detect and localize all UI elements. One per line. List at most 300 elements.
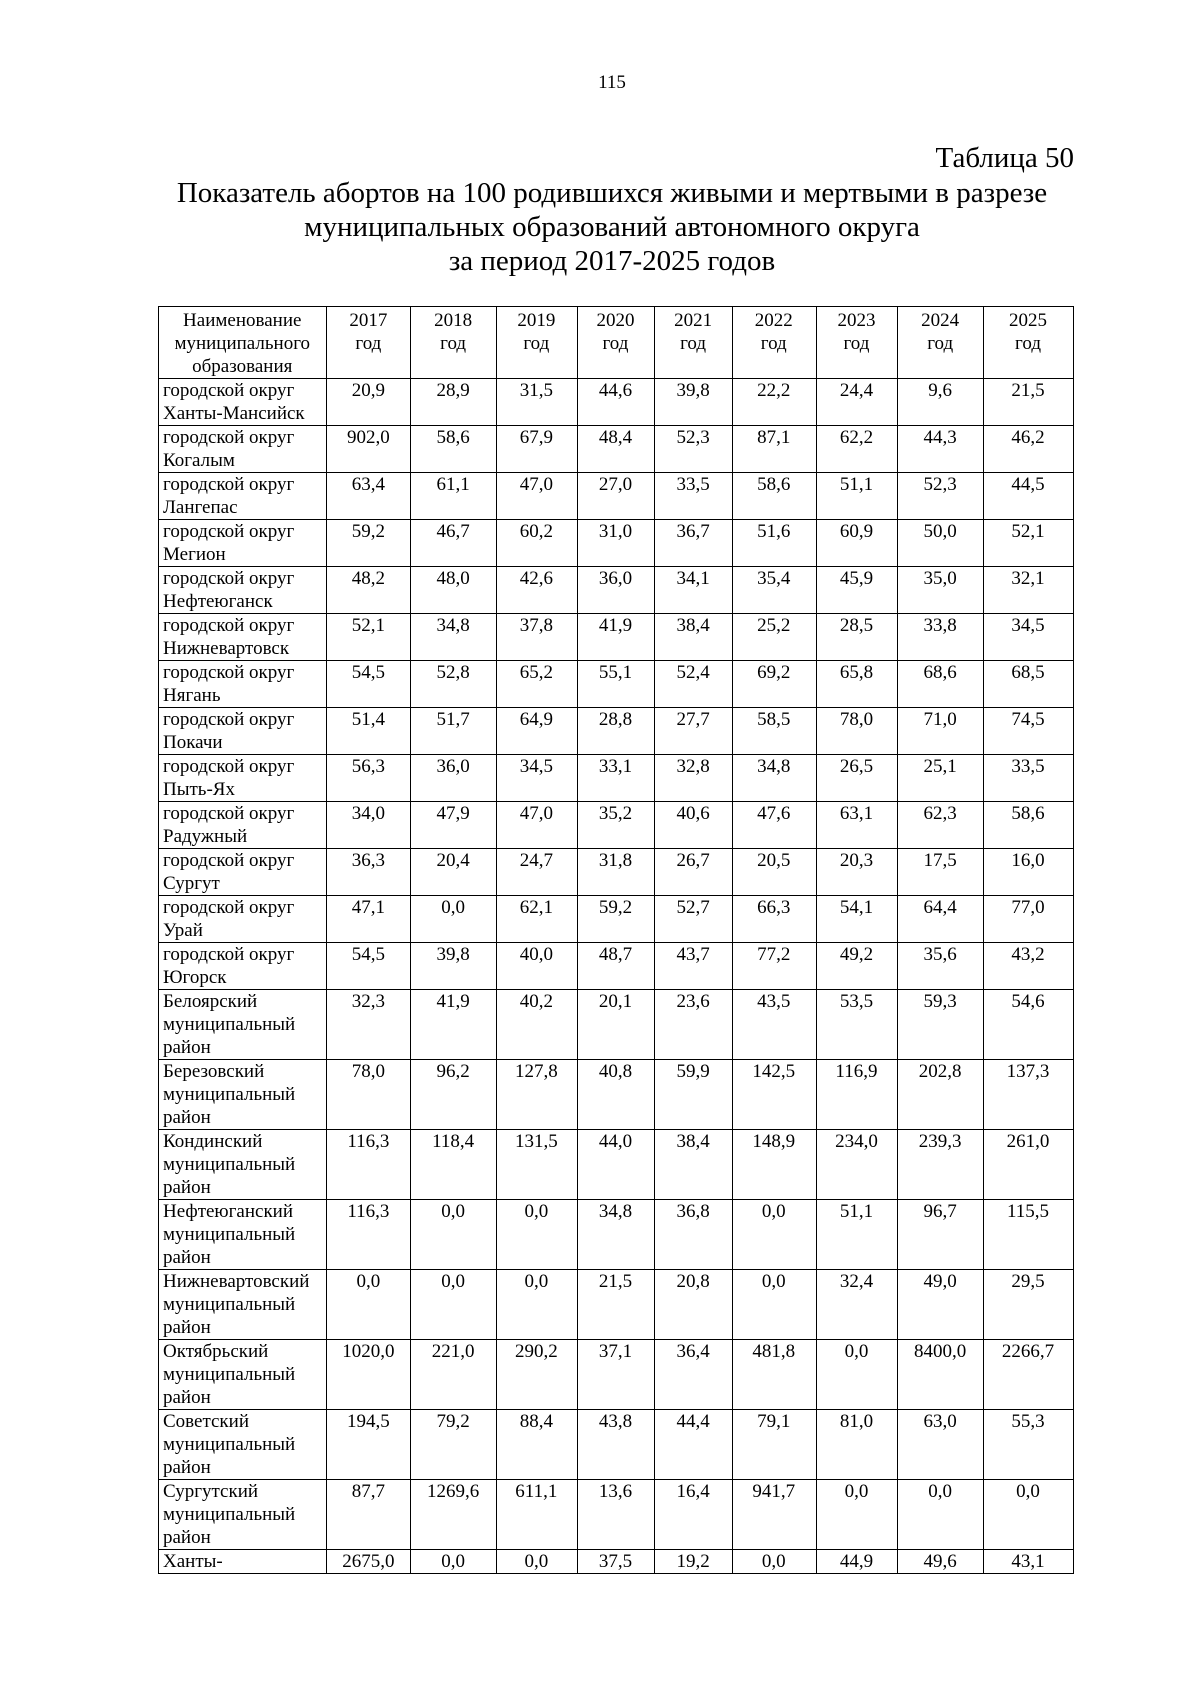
table-row xyxy=(159,708,1074,755)
municipality-name-line: муниципальный xyxy=(163,1434,296,1455)
value-cell: 65,8 xyxy=(816,661,898,708)
value-cell: 59,2 xyxy=(327,520,411,567)
table-row xyxy=(159,1480,1074,1550)
value-cell: 77,0 xyxy=(984,896,1074,943)
value-cell: 9,6 xyxy=(898,379,984,426)
municipality-name-line: городской округ xyxy=(163,803,295,824)
header-year-line: год xyxy=(843,333,870,354)
value-cell: 27,7 xyxy=(655,708,733,755)
value-cell: 44,0 xyxy=(577,1130,655,1200)
value-cell: 2266,7 xyxy=(984,1340,1074,1410)
value-cell: 35,4 xyxy=(732,567,816,614)
value-cell: 51,1 xyxy=(816,473,898,520)
table-row xyxy=(159,849,1074,896)
municipality-name-line: Нижневартовский xyxy=(163,1271,310,1292)
value-cell: 43,7 xyxy=(655,943,733,990)
header-year-line: 2019 xyxy=(517,310,556,331)
value-cell: 64,4 xyxy=(898,896,984,943)
value-cell: 50,0 xyxy=(898,520,984,567)
value-cell: 54,5 xyxy=(327,661,411,708)
value-cell: 52,7 xyxy=(655,896,733,943)
municipality-name-line: муниципальный xyxy=(163,1504,296,1525)
value-cell: 33,5 xyxy=(655,473,733,520)
municipality-name-cell xyxy=(159,1200,327,1270)
value-cell: 54,6 xyxy=(984,990,1074,1060)
value-cell: 26,7 xyxy=(655,849,733,896)
value-cell: 62,1 xyxy=(496,896,577,943)
value-cell: 51,7 xyxy=(411,708,497,755)
municipality-name-line: Урай xyxy=(163,920,203,941)
value-cell: 16,4 xyxy=(655,1480,733,1550)
header-year-line: 2022 xyxy=(754,310,793,331)
value-cell: 33,5 xyxy=(984,755,1074,802)
value-cell: 34,8 xyxy=(577,1200,655,1270)
value-cell: 48,7 xyxy=(577,943,655,990)
value-cell: 47,0 xyxy=(496,802,577,849)
municipality-name-line: Березовский xyxy=(163,1061,265,1082)
value-cell: 28,8 xyxy=(577,708,655,755)
value-cell: 21,5 xyxy=(984,379,1074,426)
table-row xyxy=(159,1130,1074,1200)
value-cell: 58,6 xyxy=(732,473,816,520)
value-cell: 38,4 xyxy=(655,1130,733,1200)
table-row xyxy=(159,1550,1074,1574)
value-cell: 20,5 xyxy=(732,849,816,896)
table-title xyxy=(150,176,1074,278)
value-cell: 65,2 xyxy=(496,661,577,708)
value-cell: 941,7 xyxy=(732,1480,816,1550)
value-cell: 26,5 xyxy=(816,755,898,802)
value-cell: 36,8 xyxy=(655,1200,733,1270)
table-row xyxy=(159,943,1074,990)
value-cell: 68,6 xyxy=(898,661,984,708)
value-cell: 0,0 xyxy=(898,1480,984,1550)
table-row xyxy=(159,1270,1074,1340)
value-cell: 36,0 xyxy=(411,755,497,802)
value-cell: 56,3 xyxy=(327,755,411,802)
table-row xyxy=(159,990,1074,1060)
value-cell: 13,6 xyxy=(577,1480,655,1550)
municipality-name-line: городской округ xyxy=(163,850,295,871)
value-cell: 31,8 xyxy=(577,849,655,896)
value-cell: 48,2 xyxy=(327,567,411,614)
value-cell: 31,0 xyxy=(577,520,655,567)
value-cell: 0,0 xyxy=(496,1270,577,1340)
municipality-name-line: район xyxy=(163,1317,211,1338)
municipality-name-cell xyxy=(159,708,327,755)
value-cell: 8400,0 xyxy=(898,1340,984,1410)
value-cell: 96,2 xyxy=(411,1060,497,1130)
table-label: Таблица 50 xyxy=(935,142,1074,174)
value-cell: 0,0 xyxy=(411,1550,497,1574)
value-cell: 290,2 xyxy=(496,1340,577,1410)
value-cell: 78,0 xyxy=(327,1060,411,1130)
municipality-name-line: район xyxy=(163,1107,211,1128)
value-cell: 54,1 xyxy=(816,896,898,943)
value-cell: 40,6 xyxy=(655,802,733,849)
table-row xyxy=(159,896,1074,943)
header-year-line: 2020 xyxy=(596,310,635,331)
header-cell-year xyxy=(732,307,816,379)
header-year-line: год xyxy=(602,333,629,354)
value-cell: 17,5 xyxy=(898,849,984,896)
value-cell: 29,5 xyxy=(984,1270,1074,1340)
municipality-name-line: Лангепас xyxy=(163,497,238,518)
value-cell: 0,0 xyxy=(816,1340,898,1410)
value-cell: 44,5 xyxy=(984,473,1074,520)
value-cell: 0,0 xyxy=(984,1480,1074,1550)
value-cell: 611,1 xyxy=(496,1480,577,1550)
header-year-line: год xyxy=(760,333,787,354)
value-cell: 38,4 xyxy=(655,614,733,661)
title-line: муниципальных образований автономного округа xyxy=(304,211,920,243)
municipality-name-line: муниципальный xyxy=(163,1014,296,1035)
municipality-name-line: Мегион xyxy=(163,544,226,565)
value-cell: 46,2 xyxy=(984,426,1074,473)
municipality-name-line: район xyxy=(163,1457,211,1478)
value-cell: 44,3 xyxy=(898,426,984,473)
municipality-name-line: муниципальный xyxy=(163,1364,296,1385)
municipality-name-line: муниципальный xyxy=(163,1294,296,1315)
header-year-line: год xyxy=(440,333,467,354)
value-cell: 28,9 xyxy=(411,379,497,426)
table-row xyxy=(159,567,1074,614)
value-cell: 20,9 xyxy=(327,379,411,426)
value-cell: 20,1 xyxy=(577,990,655,1060)
municipality-name-cell xyxy=(159,614,327,661)
municipality-name-line: район xyxy=(163,1527,211,1548)
header-year-line: год xyxy=(927,333,954,354)
value-cell: 32,1 xyxy=(984,567,1074,614)
value-cell: 39,8 xyxy=(411,943,497,990)
value-cell: 115,5 xyxy=(984,1200,1074,1270)
municipality-name-line: городской округ xyxy=(163,521,295,542)
municipality-name-cell xyxy=(159,567,327,614)
municipality-name-line: Радужный xyxy=(163,826,248,847)
abortion-rate-table xyxy=(158,306,1074,1574)
municipality-name-cell xyxy=(159,896,327,943)
table-row xyxy=(159,1410,1074,1480)
value-cell: 0,0 xyxy=(411,896,497,943)
value-cell: 20,3 xyxy=(816,849,898,896)
value-cell: 41,9 xyxy=(577,614,655,661)
value-cell: 21,5 xyxy=(577,1270,655,1340)
municipality-name-line: городской округ xyxy=(163,662,295,683)
value-cell: 34,5 xyxy=(984,614,1074,661)
municipality-name-line: городской округ xyxy=(163,944,295,965)
table-header-row xyxy=(159,307,1074,379)
value-cell: 44,9 xyxy=(816,1550,898,1574)
value-cell: 59,3 xyxy=(898,990,984,1060)
municipality-name-cell xyxy=(159,1410,327,1480)
value-cell: 116,3 xyxy=(327,1200,411,1270)
header-year-line: год xyxy=(680,333,707,354)
value-cell: 35,0 xyxy=(898,567,984,614)
value-cell: 58,6 xyxy=(411,426,497,473)
value-cell: 63,4 xyxy=(327,473,411,520)
municipality-name-line: муниципальный xyxy=(163,1224,296,1245)
value-cell: 28,5 xyxy=(816,614,898,661)
municipality-name-cell xyxy=(159,473,327,520)
table-row xyxy=(159,1200,1074,1270)
municipality-name-line: городской округ xyxy=(163,380,295,401)
value-cell: 62,3 xyxy=(898,802,984,849)
value-cell: 48,4 xyxy=(577,426,655,473)
value-cell: 59,9 xyxy=(655,1060,733,1130)
value-cell: 87,1 xyxy=(732,426,816,473)
value-cell: 32,8 xyxy=(655,755,733,802)
value-cell: 0,0 xyxy=(732,1270,816,1340)
municipality-name-line: городской округ xyxy=(163,615,295,636)
table-row xyxy=(159,661,1074,708)
value-cell: 43,5 xyxy=(732,990,816,1060)
table-row xyxy=(159,520,1074,567)
value-cell: 51,6 xyxy=(732,520,816,567)
value-cell: 131,5 xyxy=(496,1130,577,1200)
municipality-name-line: Пыть-Ях xyxy=(163,779,235,800)
value-cell: 78,0 xyxy=(816,708,898,755)
value-cell: 47,9 xyxy=(411,802,497,849)
value-cell: 0,0 xyxy=(496,1200,577,1270)
value-cell: 40,8 xyxy=(577,1060,655,1130)
value-cell: 81,0 xyxy=(816,1410,898,1480)
value-cell: 0,0 xyxy=(732,1200,816,1270)
header-name-line: муниципального xyxy=(174,333,311,354)
value-cell: 33,1 xyxy=(577,755,655,802)
value-cell: 127,8 xyxy=(496,1060,577,1130)
municipality-name-line: Нягань xyxy=(163,685,221,706)
municipality-name-cell xyxy=(159,990,327,1060)
value-cell: 239,3 xyxy=(898,1130,984,1200)
table-body xyxy=(159,379,1074,1574)
value-cell: 52,3 xyxy=(655,426,733,473)
table-row xyxy=(159,614,1074,661)
header-cell-year xyxy=(496,307,577,379)
header-name-line: образования xyxy=(192,356,293,377)
value-cell: 47,6 xyxy=(732,802,816,849)
value-cell: 41,9 xyxy=(411,990,497,1060)
value-cell: 74,5 xyxy=(984,708,1074,755)
municipality-name-line: муниципальный xyxy=(163,1154,296,1175)
header-year-line: 2017 xyxy=(349,310,388,331)
value-cell: 1020,0 xyxy=(327,1340,411,1410)
municipality-name-line: городской округ xyxy=(163,427,295,448)
municipality-name-cell xyxy=(159,943,327,990)
header-year-line: 2024 xyxy=(921,310,960,331)
value-cell: 49,2 xyxy=(816,943,898,990)
value-cell: 0,0 xyxy=(732,1550,816,1574)
value-cell: 142,5 xyxy=(732,1060,816,1130)
value-cell: 20,8 xyxy=(655,1270,733,1340)
header-cell-name xyxy=(159,307,327,379)
municipality-name-line: Нефтеюганск xyxy=(163,591,273,612)
table-row xyxy=(159,379,1074,426)
value-cell: 43,2 xyxy=(984,943,1074,990)
value-cell: 52,1 xyxy=(327,614,411,661)
header-cell-year xyxy=(898,307,984,379)
value-cell: 0,0 xyxy=(411,1200,497,1270)
value-cell: 1269,6 xyxy=(411,1480,497,1550)
municipality-name-line: Белоярский xyxy=(163,991,258,1012)
header-year-line: год xyxy=(523,333,550,354)
municipality-name-cell xyxy=(159,755,327,802)
value-cell: 52,8 xyxy=(411,661,497,708)
municipality-name-cell xyxy=(159,1480,327,1550)
municipality-name-line: Когалым xyxy=(163,450,235,471)
value-cell: 55,1 xyxy=(577,661,655,708)
value-cell: 77,2 xyxy=(732,943,816,990)
value-cell: 39,8 xyxy=(655,379,733,426)
value-cell: 58,5 xyxy=(732,708,816,755)
value-cell: 48,0 xyxy=(411,567,497,614)
value-cell: 36,0 xyxy=(577,567,655,614)
header-cell-year xyxy=(577,307,655,379)
header-year-line: 2023 xyxy=(837,310,876,331)
value-cell: 49,6 xyxy=(898,1550,984,1574)
municipality-name-line: городской округ xyxy=(163,709,295,730)
value-cell: 22,2 xyxy=(732,379,816,426)
value-cell: 69,2 xyxy=(732,661,816,708)
value-cell: 66,3 xyxy=(732,896,816,943)
header-cell-year xyxy=(411,307,497,379)
table-row xyxy=(159,1060,1074,1130)
value-cell: 202,8 xyxy=(898,1060,984,1130)
municipality-name-line: городской округ xyxy=(163,756,295,777)
municipality-name-line: городской округ xyxy=(163,474,295,495)
municipality-name-cell xyxy=(159,802,327,849)
header-cell-year xyxy=(816,307,898,379)
municipality-name-cell xyxy=(159,1060,327,1130)
value-cell: 44,4 xyxy=(655,1410,733,1480)
municipality-name-line: Покачи xyxy=(163,732,223,753)
value-cell: 63,0 xyxy=(898,1410,984,1480)
municipality-name-cell xyxy=(159,426,327,473)
value-cell: 221,0 xyxy=(411,1340,497,1410)
value-cell: 2675,0 xyxy=(327,1550,411,1574)
municipality-name-cell xyxy=(159,379,327,426)
header-name-line: Наименование xyxy=(183,310,302,331)
value-cell: 36,4 xyxy=(655,1340,733,1410)
value-cell: 116,9 xyxy=(816,1060,898,1130)
value-cell: 34,5 xyxy=(496,755,577,802)
value-cell: 116,3 xyxy=(327,1130,411,1200)
value-cell: 51,1 xyxy=(816,1200,898,1270)
value-cell: 36,7 xyxy=(655,520,733,567)
value-cell: 71,0 xyxy=(898,708,984,755)
value-cell: 52,3 xyxy=(898,473,984,520)
value-cell: 96,7 xyxy=(898,1200,984,1270)
value-cell: 0,0 xyxy=(411,1270,497,1340)
value-cell: 46,7 xyxy=(411,520,497,567)
municipality-name-line: Сургут xyxy=(163,873,220,894)
header-cell-year xyxy=(327,307,411,379)
value-cell: 43,8 xyxy=(577,1410,655,1480)
value-cell: 88,4 xyxy=(496,1410,577,1480)
value-cell: 44,6 xyxy=(577,379,655,426)
table-row xyxy=(159,473,1074,520)
header-cell-year xyxy=(655,307,733,379)
municipality-name-line: Югорск xyxy=(163,967,227,988)
value-cell: 37,8 xyxy=(496,614,577,661)
municipality-name-cell xyxy=(159,1340,327,1410)
value-cell: 137,3 xyxy=(984,1060,1074,1130)
municipality-name-line: Нижневартовск xyxy=(163,638,290,659)
value-cell: 59,2 xyxy=(577,896,655,943)
municipality-name-line: муниципальный xyxy=(163,1084,296,1105)
value-cell: 19,2 xyxy=(655,1550,733,1574)
value-cell: 61,1 xyxy=(411,473,497,520)
value-cell: 32,4 xyxy=(816,1270,898,1340)
municipality-name-line: Ханты- xyxy=(163,1551,223,1572)
value-cell: 55,3 xyxy=(984,1410,1074,1480)
value-cell: 0,0 xyxy=(496,1550,577,1574)
page-number: 115 xyxy=(598,72,626,93)
value-cell: 40,2 xyxy=(496,990,577,1060)
value-cell: 31,5 xyxy=(496,379,577,426)
value-cell: 234,0 xyxy=(816,1130,898,1200)
value-cell: 79,1 xyxy=(732,1410,816,1480)
municipality-name-line: район xyxy=(163,1037,211,1058)
value-cell: 27,0 xyxy=(577,473,655,520)
value-cell: 45,9 xyxy=(816,567,898,614)
value-cell: 23,6 xyxy=(655,990,733,1060)
table-row xyxy=(159,755,1074,802)
value-cell: 37,5 xyxy=(577,1550,655,1574)
value-cell: 51,4 xyxy=(327,708,411,755)
value-cell: 24,7 xyxy=(496,849,577,896)
value-cell: 63,1 xyxy=(816,802,898,849)
municipality-name-line: Октябрьский xyxy=(163,1341,269,1362)
value-cell: 68,5 xyxy=(984,661,1074,708)
municipality-name-line: район xyxy=(163,1387,211,1408)
header-year-line: 2025 xyxy=(1009,310,1048,331)
header-cell-year xyxy=(984,307,1074,379)
value-cell: 62,2 xyxy=(816,426,898,473)
value-cell: 16,0 xyxy=(984,849,1074,896)
value-cell: 25,2 xyxy=(732,614,816,661)
municipality-name-line: городской округ xyxy=(163,897,295,918)
municipality-name-line: Сургутский xyxy=(163,1481,259,1502)
table-row xyxy=(159,1340,1074,1410)
table-row xyxy=(159,802,1074,849)
municipality-name-line: Советский xyxy=(163,1411,250,1432)
municipality-name-line: городской округ xyxy=(163,568,295,589)
value-cell: 37,1 xyxy=(577,1340,655,1410)
value-cell: 35,2 xyxy=(577,802,655,849)
value-cell: 64,9 xyxy=(496,708,577,755)
value-cell: 32,3 xyxy=(327,990,411,1060)
value-cell: 36,3 xyxy=(327,849,411,896)
value-cell: 49,0 xyxy=(898,1270,984,1340)
municipality-name-cell xyxy=(159,849,327,896)
municipality-name-line: район xyxy=(163,1247,211,1268)
municipality-name-cell xyxy=(159,661,327,708)
value-cell: 34,8 xyxy=(411,614,497,661)
value-cell: 52,4 xyxy=(655,661,733,708)
value-cell: 24,4 xyxy=(816,379,898,426)
value-cell: 87,7 xyxy=(327,1480,411,1550)
value-cell: 481,8 xyxy=(732,1340,816,1410)
municipality-name-line: район xyxy=(163,1177,211,1198)
value-cell: 60,2 xyxy=(496,520,577,567)
municipality-name-line: Кондинский xyxy=(163,1131,263,1152)
municipality-name-cell xyxy=(159,1270,327,1340)
value-cell: 35,6 xyxy=(898,943,984,990)
value-cell: 52,1 xyxy=(984,520,1074,567)
header-year-line: 2018 xyxy=(434,310,473,331)
value-cell: 148,9 xyxy=(732,1130,816,1200)
value-cell: 54,5 xyxy=(327,943,411,990)
